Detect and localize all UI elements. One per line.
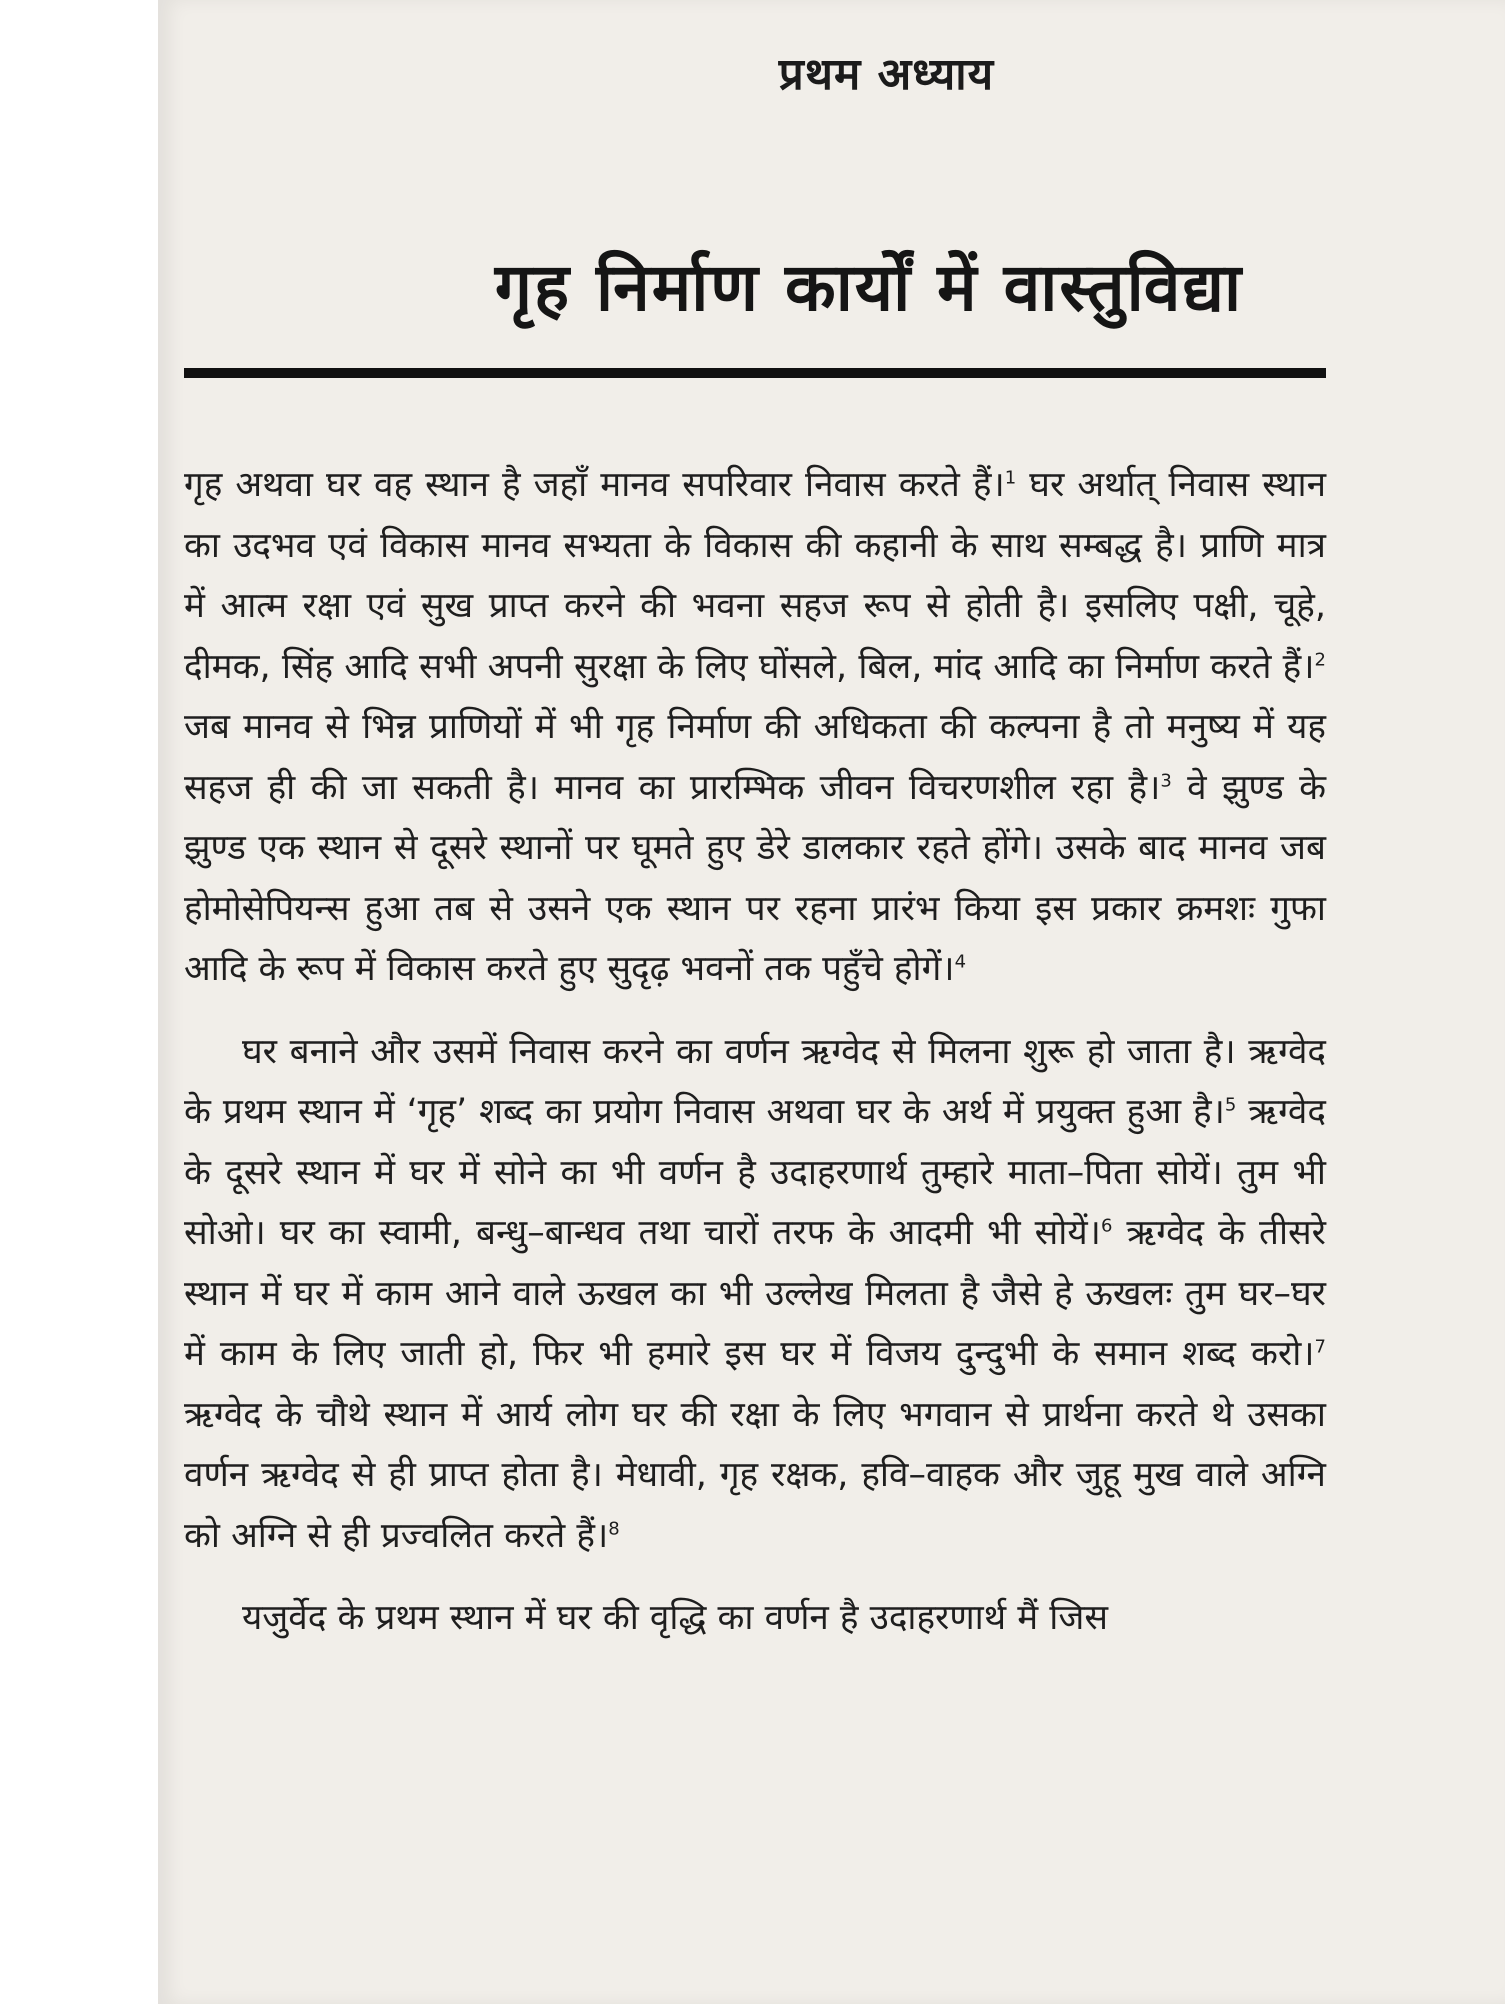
title-divider	[184, 368, 1326, 378]
body-text	[184, 455, 1326, 1649]
footnote-ref: 3	[1160, 769, 1172, 791]
chapter-title: गृह निर्माण कार्यों में वास्तुविद्या	[494, 249, 1244, 326]
text-segment: ऋग्वेद के चौथे स्थान में आर्य लोग घर की रक्षा के लिए भगवान से प्रार्थना करते थे उसका वर्णन ऋग्वेद से ही प्राप्त होता है। मेधावी, गृह रक्षक, हवि–वाहक और जुहू मुख वाले अग्नि को अग्नि से ही प्रज्वलित करते हैं।	[184, 1394, 1326, 1556]
footnote-ref: 6	[1100, 1215, 1113, 1237]
book-page	[158, 0, 1505, 2004]
footnote-ref: 4	[954, 951, 967, 973]
text-segment: वे झुण्ड के झुण्ड एक स्थान से दूसरे स्थानों पर घूमते हुए डेरे डालकार रहते होंगे। उसके बाद मानव जब होमोसेपियन्स हुआ तब से उसने एक स्थान पर रहना प्रारंभ किया इस प्रकार क्रमशः गुफा आदि के रूप में विकास करते हुए सुदृढ़ भवनों तक पहुँचे होगें।	[184, 767, 1326, 989]
text-segment: ऋग्वेद के दूसरे स्थान में घर में सोने का भी वर्णन है उदाहरणार्थ तुम्हारे माता–पिता सोयें। तुम भी सोओ। घर का स्वामी, बन्धु–बान्धव तथा चारों तरफ के आदमी भी सोयें।	[184, 1092, 1326, 1253]
footnote-ref: 1	[1004, 467, 1017, 489]
text-segment: गृह अथवा घर वह स्थान है जहाँ मानव सपरिवार निवास करते हैं।	[184, 465, 1005, 505]
text-segment: ऋग्वेद के तीसरे स्थान में घर में काम आने वाले ऊखल का भी उल्लेख मिलता है जैसे हे ऊखलः तुम घर–घर में काम के लिए जाती हो, फिर भी हमारे इस घर में विजय दुन्दुभी के समान शब्द करो।	[184, 1213, 1326, 1374]
footnote-ref: 2	[1314, 648, 1326, 670]
text-segment: यजुर्वेद के प्रथम स्थान में घर की वृद्धि का वर्णन है उदाहरणार्थ मैं जिस	[242, 1598, 1108, 1638]
paragraph-3	[184, 1588, 1326, 1649]
footnote-ref: 7	[1314, 1336, 1326, 1358]
footnote-ref: 5	[1224, 1094, 1237, 1116]
paragraph-2	[184, 1022, 1326, 1567]
text-segment: घर बनाने और उसमें निवास करने का वर्णन ऋग्वेद से मिलना शुरू हो जाता है। ऋग्वेद के प्रथम स्थान में ‘गृह’ शब्द का प्रयोग निवास अथवा घर के अर्थ में प्रयुक्त हुआ है।	[184, 1031, 1326, 1132]
paragraph-1	[184, 455, 1326, 1000]
text-segment: घर अर्थात् निवास स्थान का उदभव एवं विकास मानव सभ्यता के विकास की कहानी के साथ सम्बद्ध है। प्राणि मात्र में आत्म रक्षा एवं सुख प्राप्त करने की भवना सहज रूप से होती है। इसलिए पक्षी, चूहे, दीमक, सिंह आदि सभी अपनी सुरक्षा के लिए घोंसले, बिल, मांद आदि का निर्माण करते हैं।	[184, 465, 1326, 687]
footnote-ref: 8	[608, 1517, 620, 1539]
text-segment: जब मानव से भिन्न प्राणियों में भी गृह निर्माण की अधिकता की कल्पना है तो मनुष्य में यह सहज ही की जा सकती है। मानव का प्रारम्भिक जीवन विचरणशील रहा है।	[184, 707, 1326, 808]
chapter-label: प्रथम अध्याय	[778, 49, 995, 100]
